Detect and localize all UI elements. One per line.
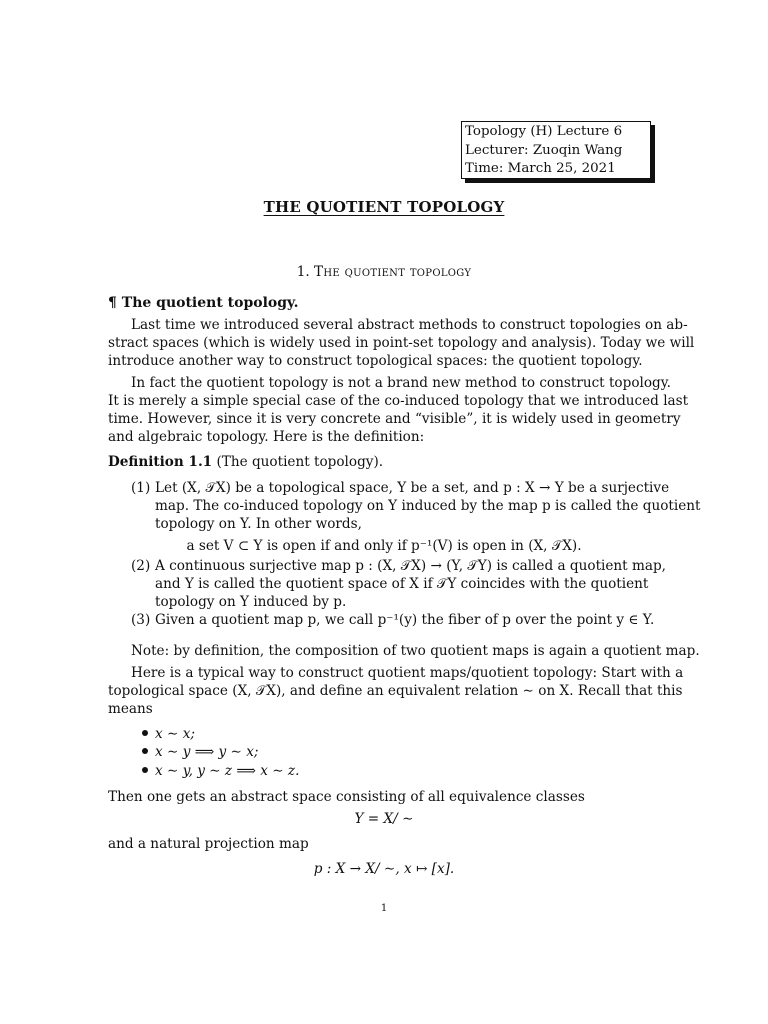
quotient-space-equation: Y = X/ ∼ <box>354 811 414 827</box>
text-line: Given a quotient map p, we call p⁻¹(y) the fiber of p over the point y ∈ Y. <box>155 612 655 628</box>
text-line: introduce another way to construct topological spaces: the quotient topology. <box>108 353 643 369</box>
text-line: It is merely a simple special case of the co-induced topology that we introduced last <box>108 393 689 409</box>
list-item <box>142 762 299 780</box>
list-item <box>142 725 195 743</box>
definition-heading <box>108 453 383 471</box>
bullet-text: x ∼ y, y ∼ z ⟹ x ∼ z. <box>155 763 300 779</box>
text-line: Let (X, 𝒯X) be a topological space, Y be a set, and p : X → Y be a surjective <box>155 480 670 496</box>
natural-projection-line <box>108 835 660 853</box>
note-paragraph <box>108 642 700 660</box>
text-line: time. However, since it is very concrete and “visible”, it is widely used in geometry <box>108 411 681 427</box>
page-number: 1 <box>380 903 388 914</box>
list-item <box>142 743 258 761</box>
text-line: topology on Y. In other words, <box>155 516 362 532</box>
text-line: and algebraic topology. Here is the definition: <box>108 429 425 445</box>
text-line: Then one gets an abstract space consisting of all equivalence classes <box>108 789 585 805</box>
open-set-statement: a set V ⊂ Y is open if and only if p⁻¹(V) is open in (X, 𝒯X). <box>186 538 582 554</box>
item-number: (3) <box>131 612 151 628</box>
lecturer-info-line: Lecturer: Zuoqin Wang <box>465 142 623 158</box>
text-line: In fact the quotient topology is not a brand new method to construct topology. <box>131 375 671 391</box>
text-line: topological space (X, 𝒯X), and define an equivalent relation ∼ on X. Recall that this <box>108 683 683 699</box>
bullet-icon <box>142 730 148 736</box>
bullet-text: x ∼ y ⟹ y ∼ x; <box>155 744 259 760</box>
paragraph-heading: ¶ The quotient topology. <box>108 295 299 311</box>
lecture-info-line: Topology (H) Lecture 6 <box>465 124 623 139</box>
definition-name: (The quotient topology). <box>216 454 384 470</box>
time-info-line: Time: March 25, 2021 <box>465 161 616 176</box>
text-line: means <box>108 701 153 717</box>
text-line: stract spaces (which is widely used in point-set topology and analysis). Today we will <box>108 335 695 351</box>
text-line: topology on Y induced by p. <box>155 594 347 610</box>
intro-paragraph <box>108 316 695 370</box>
bullet-text: x ∼ x; <box>155 726 195 742</box>
projection-map-equation: p : X → X/ ∼, x ↦ [x]. <box>313 861 455 877</box>
section-heading <box>0 263 768 281</box>
text-line: and a natural projection map <box>108 836 309 852</box>
definition-item <box>131 479 701 533</box>
bullet-icon <box>142 767 148 773</box>
text-line: Note: by definition, the composition of two quotient maps is again a quotient map. <box>131 643 700 659</box>
then-line <box>108 788 660 806</box>
definition-label: Definition 1.1 <box>108 454 213 470</box>
fact-paragraph <box>108 374 689 446</box>
item-number: (2) <box>131 558 151 574</box>
document-title: THE QUOTIENT TOPOLOGY <box>263 198 505 216</box>
construction-paragraph <box>108 664 684 718</box>
lecture-info-box <box>461 121 651 179</box>
section-number: 1. <box>296 264 310 280</box>
text-line: Last time we introduced several abstract methods to construct topologies on ab- <box>131 317 688 333</box>
definition-item <box>131 557 666 611</box>
bullet-icon <box>142 748 148 754</box>
text-line: Here is a typical way to construct quotient maps/quotient topology: Start with a <box>131 665 684 681</box>
text-line: and Y is called the quotient space of X if 𝒯Y coincides with the quotient <box>155 576 649 592</box>
section-title: The quotient topology <box>314 264 472 280</box>
text-line: map. The co-induced topology on Y induced by the map p is called the quotient <box>155 498 701 514</box>
definition-item <box>131 611 661 629</box>
item-number: (1) <box>131 480 151 496</box>
text-line: A continuous surjective map p : (X, 𝒯X) → (Y, 𝒯Y) is called a quotient map, <box>155 558 666 574</box>
